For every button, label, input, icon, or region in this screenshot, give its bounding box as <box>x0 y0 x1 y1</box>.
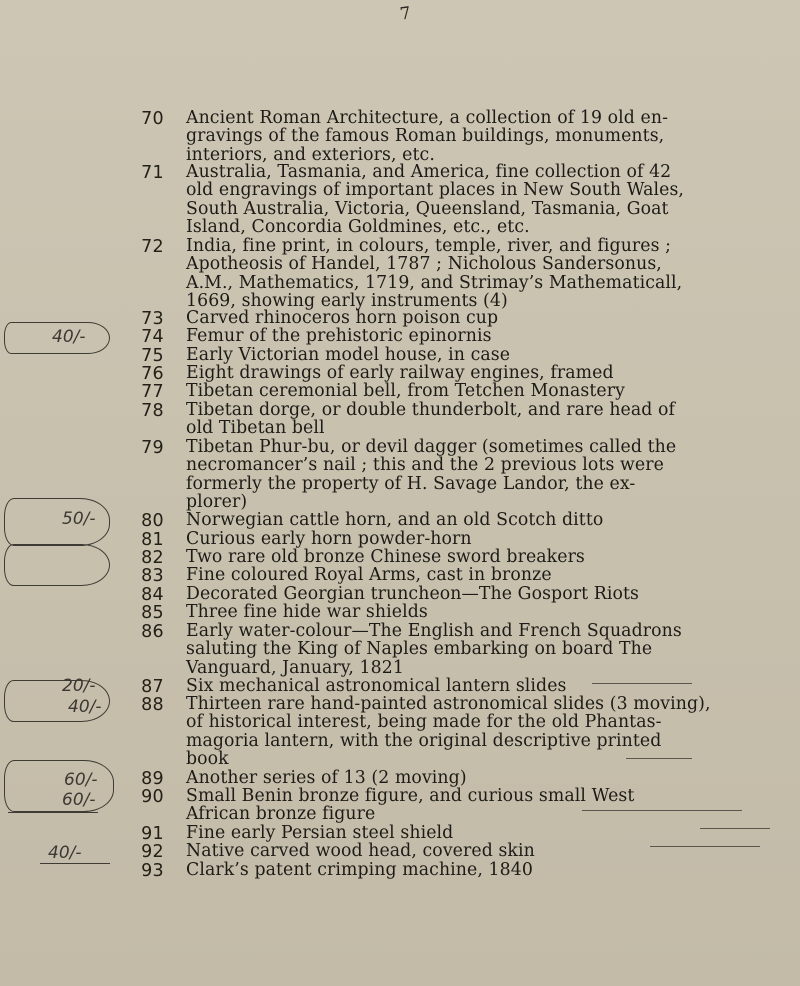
lot-number: 85 <box>141 603 164 623</box>
lot-number: 70 <box>141 109 164 129</box>
lot-number: 83 <box>141 566 164 586</box>
lot-description: Small Benin bronze figure, and curious small West African bronze figure <box>186 786 635 825</box>
margin-price: 50/- <box>62 509 96 529</box>
lot-description: Eight drawings of early railway engines, framed <box>186 363 614 383</box>
lot-number: 76 <box>141 364 164 384</box>
lot-number: 77 <box>141 382 164 402</box>
lot-description: Femur of the prehistoric epinornis <box>186 326 492 346</box>
pencil-stroke <box>700 828 770 829</box>
lot-description: Fine early Persian steel shield <box>186 823 454 843</box>
lot-number: 84 <box>141 585 164 605</box>
margin-price: 60/- <box>64 770 98 790</box>
pencil-stroke <box>592 683 692 684</box>
pencil-stroke <box>650 846 760 847</box>
pencil-stroke <box>582 810 742 811</box>
margin-price: 40/- <box>48 843 82 863</box>
lot-number: 80 <box>141 511 164 531</box>
lot-description: Three fine hide war shields <box>186 602 428 622</box>
lot-description: Thirteen rare hand-painted astronomical slides (3 moving), of historical interest, being made for the old Phantas- magoria lantern, with the original descriptive printed book <box>186 694 711 769</box>
lot-bracket <box>4 544 110 586</box>
lot-description: Six mechanical astronomical lantern slides <box>186 676 567 696</box>
lot-number: 81 <box>141 530 164 550</box>
lot-description: Ancient Roman Architecture, a collection of 19 old en- gravings of the famous Roman buildings, monuments, interiors, and exteriors, etc. <box>186 108 669 165</box>
lot-description: Curious early horn powder-horn <box>186 529 472 549</box>
lot-description: Carved rhinoceros horn poison cup <box>186 308 499 328</box>
lot-number: 93 <box>141 861 164 881</box>
lot-description: Clark’s patent crimping machine, 1840 <box>186 860 533 880</box>
margin-stroke <box>40 863 110 864</box>
lot-number: 71 <box>141 163 164 183</box>
margin-stroke <box>8 812 98 813</box>
lot-description: Tibetan dorge, or double thunderbolt, and rare head of old Tibetan bell <box>186 400 676 439</box>
lot-description: Decorated Georgian truncheon—The Gosport Riots <box>186 584 639 604</box>
lot-description: Norwegian cattle horn, and an old Scotch ditto <box>186 510 604 530</box>
lot-description: Fine coloured Royal Arms, cast in bronze <box>186 565 552 585</box>
lot-description: Native carved wood head, covered skin <box>186 841 535 861</box>
lot-bracket <box>4 760 114 812</box>
lot-number: 78 <box>141 401 164 421</box>
lot-number: 91 <box>141 824 164 844</box>
lot-number: 79 <box>141 438 164 458</box>
lot-number: 90 <box>141 787 164 807</box>
lot-number: 87 <box>141 677 164 697</box>
lot-description: Tibetan ceremonial bell, from Tetchen Monastery <box>186 381 625 401</box>
lot-description: Early Victorian model house, in case <box>186 345 511 365</box>
lot-number: 75 <box>141 346 164 366</box>
margin-price: 40/- <box>68 697 102 717</box>
lot-number: 72 <box>141 237 164 257</box>
margin-price: 20/- <box>62 676 96 696</box>
lot-description: India, fine print, in colours, temple, river, and figures ; Apotheosis of Handel, 1787 ; Nicholous Sandersonus, A.M., Mathematics, 1719, and Strimay’s Mathematicall, 1669, showing early instruments (4) <box>186 236 683 311</box>
lot-number: 73 <box>141 309 164 329</box>
lot-number: 74 <box>141 327 164 347</box>
lot-number: 82 <box>141 548 164 568</box>
lot-description: Tibetan Phur-bu, or devil dagger (sometimes called the necromancer’s nail ; this and the 2 previous lots were formerly the property of H. Savage Landor, the ex- plorer) <box>186 437 677 512</box>
lot-number: 89 <box>141 769 164 789</box>
margin-price: 40/- <box>52 327 86 347</box>
pencil-stroke <box>626 758 692 759</box>
lot-description: Australia, Tasmania, and America, fine collection of 42 old engravings of important places in New South Wales, South Australia, Victoria, Queensland, Tasmania, Goat Island, Concordia Goldmines, etc., etc. <box>186 162 685 237</box>
lot-number: 86 <box>141 622 164 642</box>
margin-price: 60/- <box>62 790 96 810</box>
lot-description: Another series of 13 (2 moving) <box>186 768 467 788</box>
lot-description: Two rare old bronze Chinese sword breakers <box>186 547 585 567</box>
lot-description: Early water-colour—The English and French Squadrons saluting the King of Naples embarking on board The Vanguard, January, 1821 <box>186 621 682 678</box>
lot-number: 92 <box>141 842 164 862</box>
lot-number: 88 <box>141 695 164 715</box>
page-mark: 7 <box>398 3 413 25</box>
